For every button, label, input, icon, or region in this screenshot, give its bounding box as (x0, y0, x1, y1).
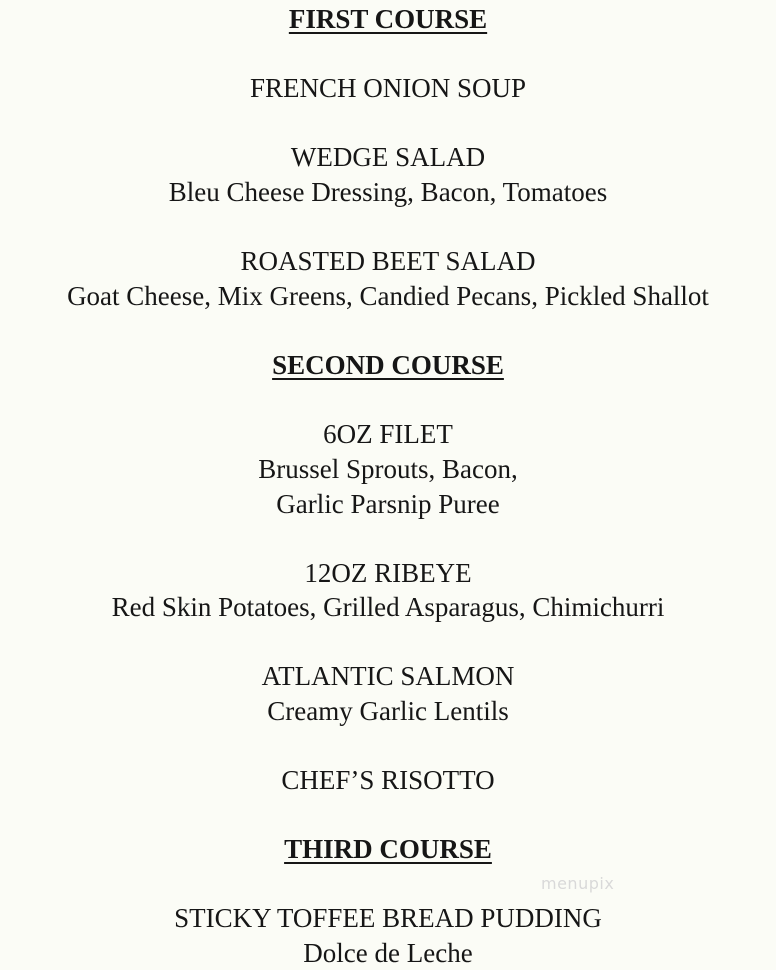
ribeye-description: Red Skin Potatoes, Grilled Asparagus, Chimichurri (111, 592, 665, 622)
first-course-heading: FIRST COURSE (288, 4, 488, 34)
chefs-risotto-name: CHEF’S RISOTTO (281, 765, 495, 795)
atlantic-salmon-description: Creamy Garlic Lentils (267, 696, 509, 726)
filet-description-line-1: Brussel Sprouts, Bacon, (258, 454, 518, 484)
menupix-watermark: menupix (541, 874, 615, 893)
wedge-salad-name: WEDGE SALAD (290, 142, 486, 172)
filet-description-line-2: Garlic Parsnip Puree (276, 489, 500, 519)
ribeye-name: 12OZ RIBEYE (304, 558, 472, 588)
sticky-toffee-pudding-name: STICKY TOFFEE BREAD PUDDING (174, 903, 602, 933)
roasted-beet-salad-name: ROASTED BEET SALAD (240, 246, 536, 276)
second-course-heading: SECOND COURSE (272, 350, 504, 380)
roasted-beet-salad-description: Goat Cheese, Mix Greens, Candied Pecans, Pickled Shallot (67, 281, 709, 311)
french-onion-soup-name: FRENCH ONION SOUP (249, 73, 527, 103)
sticky-toffee-pudding-description: Dolce de Leche (303, 938, 473, 968)
third-course-heading: THIRD COURSE (284, 834, 492, 864)
filet-name: 6OZ FILET (323, 419, 453, 449)
atlantic-salmon-name: ATLANTIC SALMON (261, 661, 515, 691)
wedge-salad-description: Bleu Cheese Dressing, Bacon, Tomatoes (168, 177, 608, 207)
